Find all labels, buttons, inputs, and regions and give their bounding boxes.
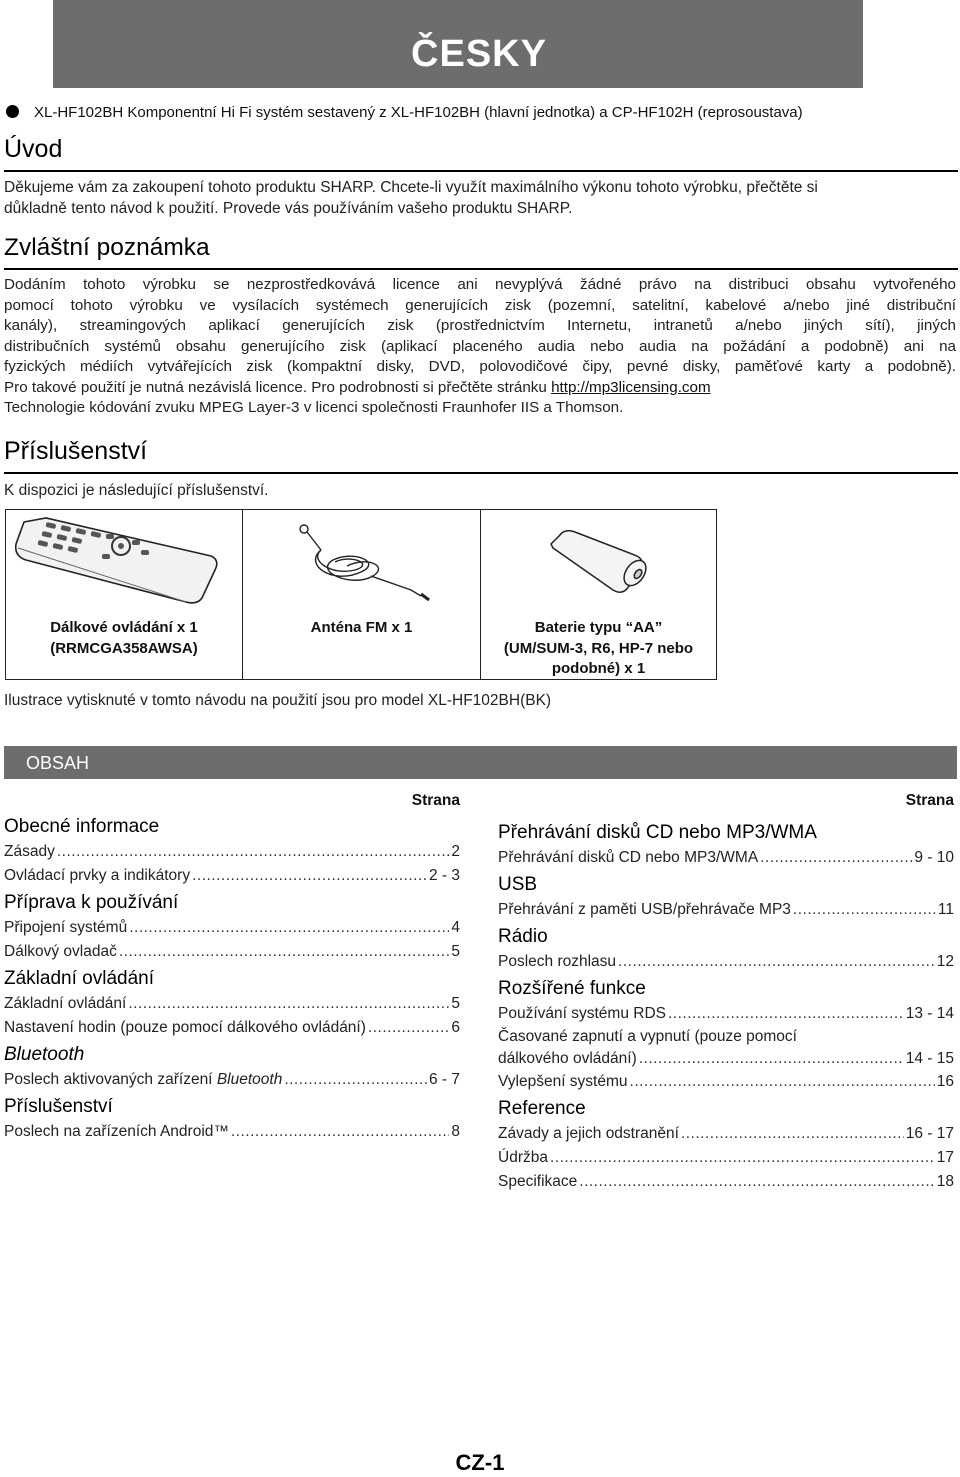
toc-entry[interactable]	[498, 1002, 954, 1026]
toc-entry-title: Dálkový ovladač	[4, 943, 117, 960]
notice-divider	[4, 268, 958, 270]
notice-line: Dodáním tohoto výrobku se nezprostředkovává licence ani nevyplývá žádné právo na distribuci obsahu vytvořeného	[4, 276, 956, 293]
page-label: Strana	[905, 792, 954, 809]
notice-line: fyzických médiích vytvářejících zisk (kompaktní disky, DVD, polovodičové čipy, pevné disky, paměťové karty a podobně).	[4, 358, 956, 375]
toc-section-heading: Přehrávání disků CD nebo MP3/WMA	[498, 822, 817, 843]
toc-entry[interactable]	[4, 1120, 460, 1144]
toc-dot-leader	[57, 840, 450, 864]
toc-entry-title-text: Poslech aktivovaných zařízení	[4, 1071, 217, 1088]
toc-entry-page: 4	[451, 919, 460, 936]
accessories-divider	[4, 472, 958, 474]
toc-entry-title: Poslech rozhlasu	[498, 953, 617, 970]
toc-entry-page: 6	[451, 1019, 460, 1036]
toc-dot-leader	[760, 846, 912, 870]
toc-entry-title: Specifikace	[498, 1173, 578, 1190]
toc-entry-title: Základní ovládání	[4, 995, 127, 1012]
battery-caption-line-2: (UM/SUM-3, R6, HP-7 nebo	[503, 639, 694, 657]
page-number: CZ-1	[455, 1450, 505, 1475]
language-title: ČESKY	[411, 33, 547, 75]
toc-section-heading: Rozšířené funkce	[498, 978, 646, 999]
toc-entry-page: 16	[936, 1073, 954, 1090]
accessories-intro: K dispozici je následující příslušenství.	[4, 482, 269, 499]
toc-entry-two-line[interactable]	[498, 1026, 954, 1070]
intro-paragraph	[4, 177, 956, 219]
toc-entry-page: 5	[451, 943, 460, 960]
product-line	[6, 104, 803, 121]
mp3licensing-link[interactable]: http://mp3licensing.com	[551, 378, 711, 396]
toc-section-heading: USB	[498, 874, 538, 895]
toc-entry-title: Přehrávání z paměti USB/přehrávače MP3	[498, 901, 791, 918]
toc-entry-title-line-1: Časované zapnutí a vypnutí (pouze pomocí	[498, 1028, 797, 1045]
toc-entry	[498, 1048, 954, 1070]
toc-entry-page: 2	[451, 843, 460, 860]
product-line-text: XL-HF102BH Komponentní Hi Fi systém sestavený z XL-HF102BH (hlavní jednotka) a CP-HF102H (reprosoustava)	[34, 104, 803, 121]
intro-line-2: důkladně tento návod k použití. Provede vás používáním vašeho produktu SHARP.	[4, 200, 573, 217]
illustration-note: Ilustrace vytisknuté v tomto návodu na použití jsou pro model XL-HF102BH(BK)	[4, 692, 552, 709]
toc-dot-leader	[192, 864, 427, 888]
toc-section-heading: Příprava k používání	[4, 892, 179, 913]
notice-paragraph	[4, 275, 956, 419]
toc-entry-title: Vylepšení systému	[498, 1073, 628, 1090]
toc-entry[interactable]	[498, 898, 954, 922]
intro-heading: Úvod	[4, 135, 63, 163]
accessories-heading: Příslušenství	[4, 437, 148, 465]
toc-entry[interactable]	[498, 1122, 954, 1146]
contents-bar	[4, 746, 957, 779]
toc-entry-page: 5	[451, 995, 460, 1012]
toc-entry-title: Závady a jejich odstranění	[498, 1125, 679, 1142]
toc-entry-page: 12	[936, 953, 954, 970]
toc-entry[interactable]	[498, 846, 954, 870]
battery-caption-line-1: Baterie typu “AA”	[534, 619, 663, 636]
toc-entry[interactable]	[498, 1070, 954, 1094]
toc-entry-page: 14 - 15	[905, 1050, 954, 1067]
toc-entry-page: 8	[451, 1123, 460, 1140]
toc-entry[interactable]	[498, 950, 954, 974]
accessory-antenna	[242, 510, 480, 679]
toc-entry[interactable]	[4, 992, 460, 1016]
toc-dot-leader	[368, 1016, 449, 1040]
notice-line: distribučních systémů obsahu generujícího zisk (aplikací placeného audia nebo audia na požádání a podobně) ani na	[4, 337, 956, 355]
toc-dot-leader	[284, 1068, 427, 1092]
fm-antenna-icon	[243, 510, 481, 610]
antenna-caption-line-1: Anténa FM x 1	[310, 619, 413, 636]
battery-caption	[485, 618, 712, 680]
contents-right-column	[498, 790, 954, 1194]
remote-control-icon	[6, 510, 242, 610]
toc-dot-leader	[681, 1122, 904, 1146]
toc-entry[interactable]	[4, 940, 460, 964]
remote-caption	[10, 618, 238, 659]
accessories-table	[5, 509, 717, 680]
toc-entry[interactable]	[4, 840, 460, 864]
antenna-caption	[247, 618, 476, 639]
toc-dot-leader	[119, 940, 450, 964]
toc-dot-leader	[231, 1120, 449, 1144]
toc-entry[interactable]	[4, 916, 460, 940]
toc-entry-page: 16 - 17	[905, 1125, 954, 1142]
toc-entry-page: 11	[937, 901, 954, 918]
notice-line: kanály), streamingových aplikací generujících zisk (prostřednictvím Internetu, intranetů a/nebo jiných sítí), jiných	[4, 317, 956, 334]
toc-entry-title	[4, 1068, 282, 1092]
toc-entry-title: Nastavení hodin (pouze pomocí dálkového ovládání)	[4, 1019, 366, 1036]
toc-dot-leader	[639, 1048, 904, 1070]
accessory-remote	[6, 510, 242, 679]
toc-dot-leader	[579, 1170, 934, 1194]
toc-entry-page: 6 - 7	[428, 1071, 460, 1088]
toc-dot-leader	[793, 898, 936, 922]
contents-left-column	[4, 790, 460, 1144]
toc-dot-leader	[630, 1070, 935, 1094]
toc-entry-title: Údržba	[498, 1149, 548, 1166]
battery-icon	[481, 510, 717, 610]
toc-dot-leader	[550, 1146, 935, 1170]
toc-entry-title: Přehrávání disků CD nebo MP3/WMA	[498, 849, 759, 866]
battery-caption-line-3: podobné) x 1	[551, 660, 646, 677]
toc-entry-page: 17	[936, 1149, 954, 1166]
toc-entry-title: Ovládací prvky a indikátory	[4, 867, 191, 884]
toc-dot-leader	[668, 1002, 904, 1026]
toc-dot-leader	[129, 916, 449, 940]
toc-entry-title: dálkového ovládání)	[498, 1050, 637, 1067]
toc-section-heading: Základní ovládání	[4, 968, 154, 989]
toc-entry[interactable]	[498, 1170, 954, 1194]
toc-section-heading: Příslušenství	[4, 1096, 113, 1117]
notice-heading: Zvláštní poznámka	[4, 234, 210, 261]
remote-caption-line-1: Dálkové ovládání x 1	[50, 619, 198, 636]
toc-entry[interactable]	[4, 1016, 460, 1040]
contents-title: OBSAH	[26, 753, 90, 773]
toc-section-heading: Obecné informace	[4, 816, 160, 837]
toc-entry-page: 2 - 3	[428, 867, 460, 884]
accessory-battery	[480, 510, 716, 679]
toc-entry-page: 18	[936, 1173, 954, 1190]
toc-section-heading: Rádio	[498, 926, 548, 947]
notice-line: pomocí tohoto výrobku ve vysílacích systémech generujících zisk (pozemní, satelitní, kabelové a/nebo jiné distribuční	[4, 296, 956, 314]
notice-line-mpeg: Technologie kódování zvuku MPEG Layer-3 v licenci společnosti Fraunhofer IIS a Thomson.	[4, 399, 624, 416]
toc-entry-title: Připojení systémů	[4, 919, 128, 936]
toc-entry-title: Používání systému RDS	[498, 1005, 666, 1022]
toc-entry[interactable]	[4, 864, 460, 888]
toc-entry-page: 9 - 10	[914, 849, 954, 866]
notice-line-licence	[4, 378, 956, 399]
toc-section-heading: Bluetooth	[4, 1044, 85, 1065]
toc-entry[interactable]	[4, 1068, 460, 1092]
licence-text: Pro takové použití je nutná nezávislá licence. Pro podrobnosti si přečtěte stránku	[4, 378, 552, 396]
toc-section-heading: Reference	[498, 1098, 586, 1119]
bullet-icon	[6, 105, 19, 118]
toc-dot-leader	[128, 992, 449, 1016]
intro-line-1: Děkujeme vám za zakoupení tohoto produktu SHARP. Chcete-li využít maximálního výkonu tohoto výrobku, přečtěte si	[4, 179, 818, 196]
toc-dot-leader	[618, 950, 935, 974]
intro-divider	[4, 170, 958, 172]
toc-entry-title-italic: Bluetooth	[216, 1071, 283, 1088]
toc-entry[interactable]	[498, 1146, 954, 1170]
toc-entry-page: 13 - 14	[905, 1005, 954, 1022]
toc-entry-title: Zásady	[4, 843, 55, 860]
language-banner	[53, 0, 863, 88]
page-label: Strana	[411, 792, 460, 809]
remote-caption-line-2: (RRMCGA358AWSA)	[50, 639, 198, 657]
toc-entry-title: Poslech na zařízeních Android™	[4, 1123, 229, 1140]
